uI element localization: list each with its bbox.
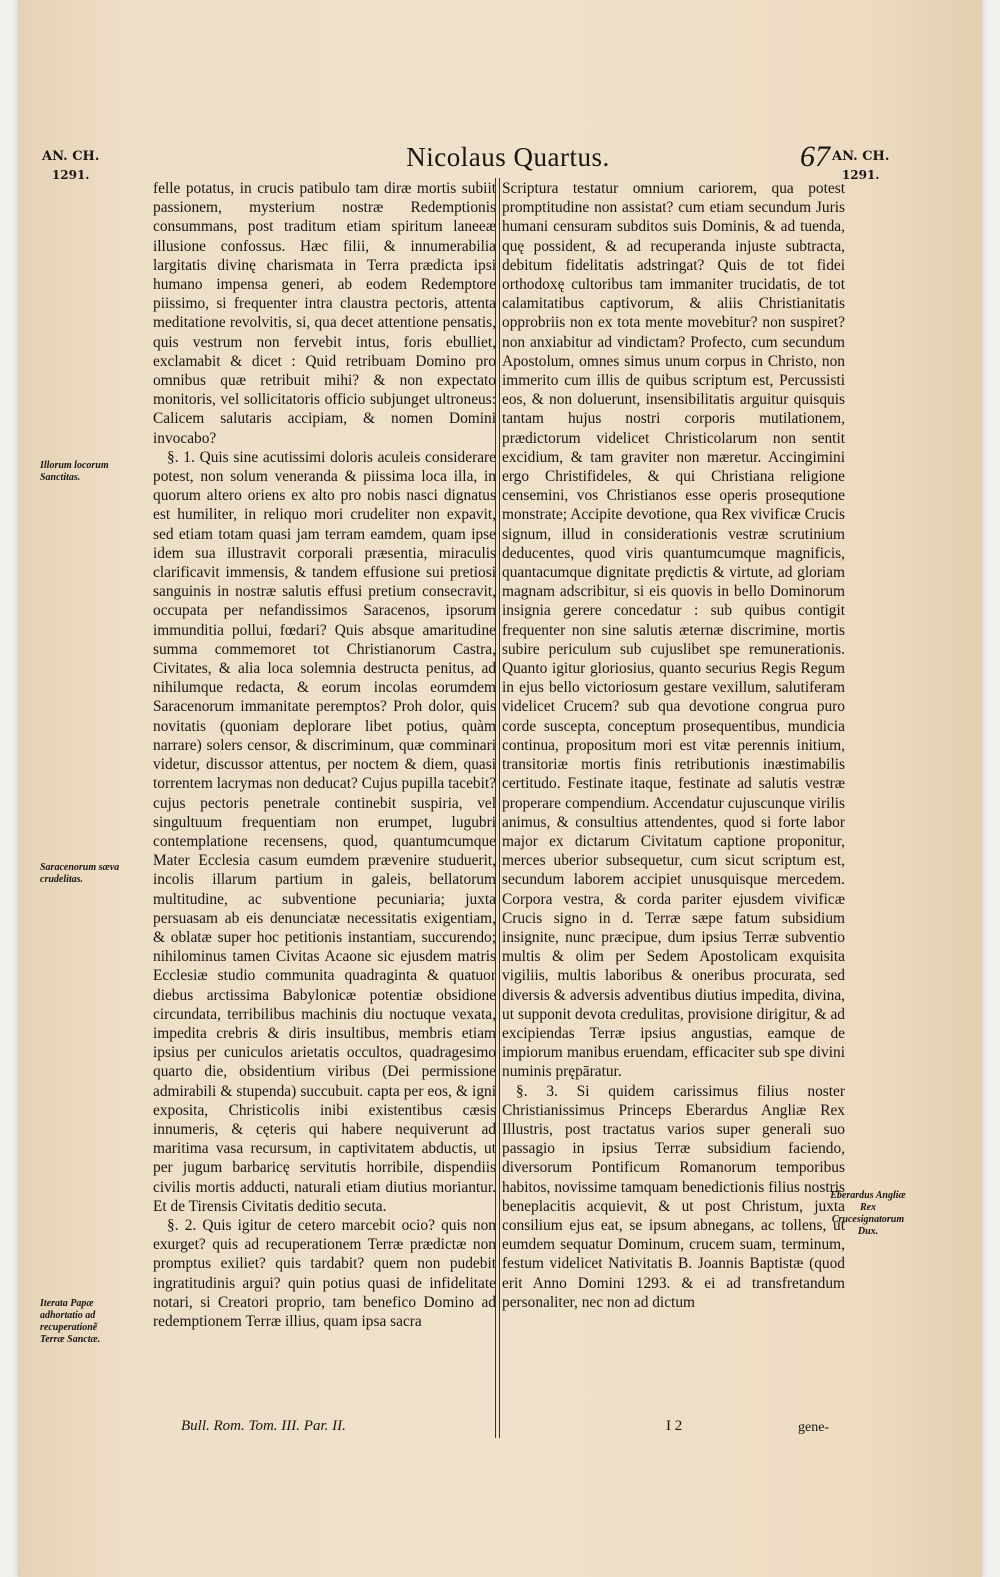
year-left-label: AN. CH. [42, 149, 100, 164]
paragraph: §. 2. Quis igitur de cetero marcebit ocio? quis non exurget? quis ad recuperationem Terræ prædictæ non promptus exiliet? quis tardabit? quem non pudebit ingratitudinis argui? quin potius quasi de infidelitate notari, si Creatori proprio, tam benefico Domino ad redemptionem Terræ illius, quam ipsa sacra [153, 1216, 496, 1330]
page-title: Nicolaus Quartus. [406, 142, 610, 172]
column-divider [495, 178, 500, 1438]
paragraph: felle potatus, in crucis patibulo tam diræ mortis subiit passionem, mysterium nostræ Redemptionis consummans, post traditum etiam spiritum laneeæ illusione confossus. Hæc filii, & innumerabilia largitatis divinę charismata in Terra prædicta ipsi humano impensa generi, ab eodem Redemptore piissimo, si frequenter intra claustra pectoris, attenta meditatione revolvitis, si, qua decet attentione pensatis, quis vestrum non fervebit intus, foris ebulliet, exclamabit & dicet : Quid retribuam Domino pro omnibus quæ retribuit mihi? & non expectato monitoris, vel sollicitatoris officio subjunget ultroneus: Calicem salutaris accipiam, & nomen Domini invocabo? [153, 180, 496, 447]
year-right-value: 1291. [841, 168, 880, 182]
paragraph: §. 1. Quis sine acutissimi doloris aculeis considerare potest, non solum veneranda & piissima loca illa, in quorum altero oriens ex alto pro nobis nasci dignatus est humiliter, in reliquo mori crudeliter non expavit, sed etiam totam quasi jam terram eamdem, quam ipse idem sua illustravit corporali præsentia, miraculis clarificavit immensis, & tandem effusione sui pretiosi sanguinis in nostræ salutis effusi pretium consecravit, occupata per nefandissimos Saracenos, ipsorum immunditia pollui, fœdari? Quis absque amaritudine summa commemoret tot Christianorum Castra, Civitates, & alia loca solemnia destructa penitus, ad nihilumque redacta, & eorum incolas eorumdem Saracenorum immanitate peremptos? Proh dolor, quis novitatis (quoniam deplorare libet potius, quàm narrare) solers censor, & discriminum, quæ comminari videtur, discussor attentus, per noctem & diem, quasi torrentem lacrymas non deducat? Cujus pupilla tacebit? cujus pectoris penetrale continebit suspiria, vel singultuum frequentiam non erumpet, lugubri contemplatione recensens, quod, quantumcumque Mater Ecclesia casum eumdem prævenire studuerit, incolis illarum partium in galeis, bellatorum multitudine, ac subventione pecuniaria; juxta persuasam ab eis denunciatæ necessitatis exigentiam, & oblatæ super hoc petitionis instantiam, succurendo; nihilominus tamen Civitas Acaone sic ejusdem matris Ecclesiæ studio communita quadraginta & quatuor diebus arctissima Babylonicæ potentiæ obsidione circundata, terribilibus machinis diu noctuque vexata, impedita crebris & diris insultibus, membris etiam ipsius per cuniculos arietatis occultos, quadragesimo quarto die, obsidentium viribus (Dei permissione admirabili & stupenda) succubuit. capta per eos, & igni exposita, Christicolis inibi existentibus cæsis innumeris, & cęteris qui habere nequiverunt ad maritima vasa recursum, in captivitatem abductis, ut per jugum barbaricę servitutis horribile, dispendiis civilis mortis adducti, naturali etiam diutius moriantur. Et de Tirensis Civitatis deditio secuta. [153, 448, 496, 1215]
left-column [153, 179, 496, 1331]
year-right-label: AN. CH. [832, 149, 890, 164]
margin-note-saraceni: Saracenorum sæva crudelitas. [40, 862, 120, 885]
margin-note-eberardus: Eberardus Angliæ Rex Crucesignatorum Dux. [830, 1190, 906, 1237]
year-left [42, 148, 99, 184]
book-page [18, 0, 982, 1577]
paragraph: Scriptura testatur omnium cariorem, qua potest promptitudine non assistat? cum etiam secundum Juris humani censuram subditos suis Dominis, & ad tuenda, quę possident, & ad recuperanda injuste subtracta, debitum fidelitatis adstringat? Quis de tot fidei orthodoxę cultoribus tam immaniter trucidatis, de tot calamitatibus captivorum, & aliis Christianitatis opprobriis non ex tota mente movebitur? non suspiret? non anxiabitur ad vindictam? Profecto, cum secundum Apostolum, omnes simus unum corpus in Christo, non immerito cum illis de quibus scriptum est, Percussisti eos, & non doluerunt, insensibilitatis arguitur quisquis tantam hujus nostri corporis mutilationem, prædictorum videlicet Christicolarum non sentit excidium, & tam graviter non mæretur. Accingimini ergo Christifideles, & qui Christiana religione censemini, vos Christianos esse operis prosequtione monstrate; Accipite devotione, qua Rex vivificæ Crucis signum, illud in considerationis vestræ scrutinium deducentes, quod viris quantumcumque magnificis, quantacumque dignitate prędictis & virtute, ad gloriam magnam adscribitur, si eis quovis in bello Dominorum insignia gerere concedatur : sub quibus contigit frequenter non sine salutis æternæ discrimine, mortis subire periculum sub cujuslibet spe remunerationis. Quanto igitur gloriosius, quanto securius Regis Regum in ejus bello victoriosum gestare vexillum, salutiferam videlicet Crucem? sub qua devotione congrua puro corde suscepta, conceptum prosequentibus, mundicia continua, propositum mori est vitæ perennis initium, transitoriæ mortis finis retributionis inæstimabilis certitudo. Festinate itaque, festinate ad salutis vestræ properare compendium. Accendatur cujuscunque virilis animus, & consultius attendentes, quod si forte labor major ex dictarum Civitatum captione proponitur, merces uberior subsequetur, cum sicut scriptum est, secundum laborem accipiet unusquisque mercedem. Corpora vestra, & corda pariter ejusdem vivificæ Crucis signo in d. Terræ sæpe fatum subsidium insignite, nunc præcipue, dum ipsius Terræ subventio multis & olim per Sedem Apostolicam exquisita vigiliis, multis laboribus & oneribus procurata, sed diversis & adversis adventibus diutius impedita, divina, ut supponit devota credulitas, provisione dirigitur, & ad excipiendas Terræ ipsius angustias, eamque de impiorum manibus eruendam, efficaciter sub spe divini numinis prępāratur. [502, 180, 845, 1081]
footer-signature-mark: I 2 [666, 1418, 683, 1434]
margin-note-iterata: Iterata Papæ adhortatio ad recuperationẽ Terræ Sanctæ. [40, 1298, 101, 1345]
paragraph: §. 3. Si quidem carissimus filius noster Christianissimus Princeps Eberardus Angliæ Rex Illustris, post tractatus varios super generali suo passagio in ipsius Terræ subsidium faciendo, diversorum Pontificum Romanorum temporibus habitos, novissime tamquam benedictionis filius nostris beneplacitis acquievit, & ut post Christum, juxta consilium ejus eat, se ipsum abnegans, ac tollens, ut eumdem sequatur Dominum, crucem suam, terminum, festum videlicet Nativitatis B. Joannis Baptistæ (quod erit Anno Domini 1293. & ei ad transfretandum personaliter, nec non ad dictum [502, 1082, 845, 1311]
page-number: 67 [800, 140, 830, 173]
year-left-value: 1291. [51, 168, 90, 182]
footer-signature-line: Bull. Rom. Tom. III. Par. II. [181, 1418, 346, 1434]
right-column [502, 179, 845, 1312]
margin-note-illorum: Illorum locorum Sanctitas. [40, 460, 109, 483]
footer-catchword: gene- [798, 1420, 830, 1435]
